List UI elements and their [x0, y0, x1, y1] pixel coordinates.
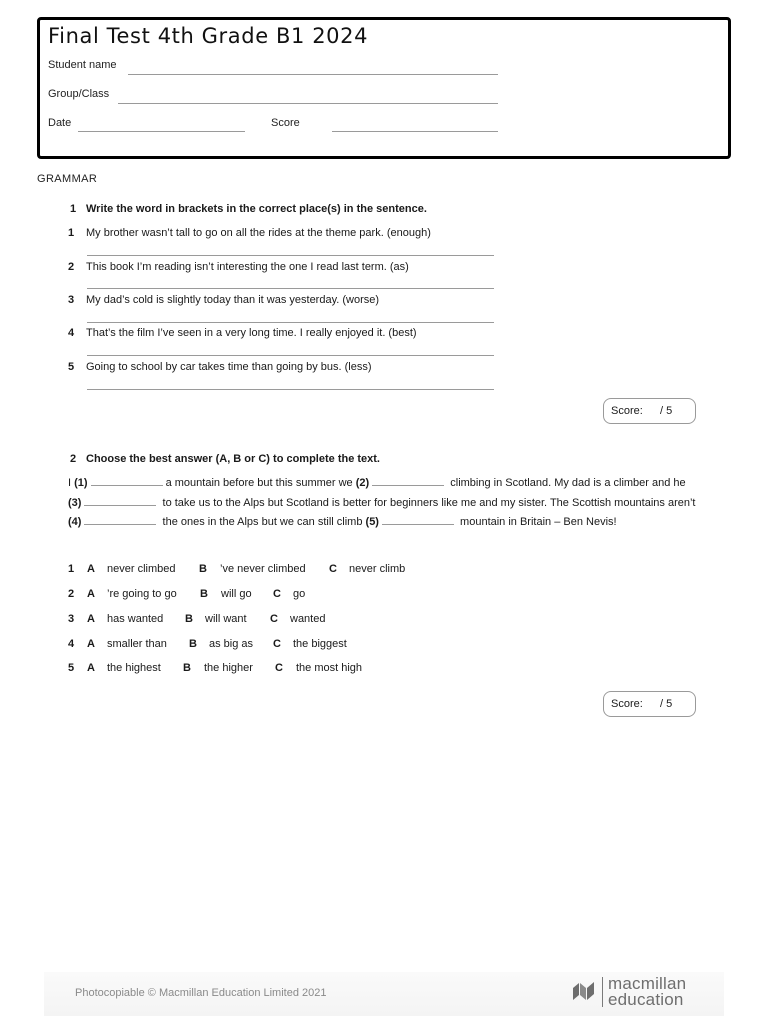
- option-letter-a: A: [87, 662, 95, 674]
- instruction-text: Choose the best answer (A, B or C) to complete the text.: [86, 453, 380, 465]
- gap-blank[interactable]: [372, 476, 444, 486]
- option-a[interactable]: smaller than: [107, 638, 167, 650]
- option-a[interactable]: ’re going to go: [107, 588, 177, 600]
- option-letter-b: B: [185, 613, 193, 625]
- option-letter-a: A: [87, 613, 95, 625]
- option-b[interactable]: the higher: [204, 662, 253, 674]
- passage-text: to take us to the Alps but Scotland is better for beginners like me and my sister. The Scottish mountains aren’t: [162, 496, 696, 509]
- gap-number: (3): [68, 496, 82, 509]
- gap-blank[interactable]: [91, 476, 163, 486]
- passage-text: the ones in the Alps but we can still climb: [162, 516, 363, 529]
- option-c[interactable]: the most high: [296, 662, 363, 674]
- gap-blank[interactable]: [382, 515, 454, 525]
- answer-line[interactable]: [87, 355, 494, 356]
- group-class-label: Group/Class: [48, 88, 110, 100]
- option-letter-a: A: [87, 563, 95, 575]
- option-letter-b: B: [200, 588, 208, 600]
- option-row-number: 1: [68, 563, 75, 575]
- answer-line[interactable]: [87, 322, 494, 323]
- copyright-notice: Photocopiable © Macmillan Education Limited 2021: [75, 987, 327, 999]
- option-letter-a: A: [87, 588, 95, 600]
- option-letter-b: B: [199, 563, 207, 575]
- option-letter-b: B: [183, 662, 191, 674]
- student-name-label: Student name: [48, 59, 117, 71]
- gap-blank[interactable]: [84, 515, 156, 525]
- date-field[interactable]: [78, 131, 245, 132]
- option-a[interactable]: the highest: [107, 662, 161, 674]
- option-c[interactable]: wanted: [290, 613, 326, 625]
- option-row-number: 5: [68, 662, 75, 674]
- option-letter-c: C: [329, 563, 337, 575]
- answer-line[interactable]: [87, 288, 494, 289]
- score-label: Score: [271, 117, 300, 129]
- option-b[interactable]: ’ve never climbed: [220, 563, 306, 575]
- gap-number: (1): [74, 477, 88, 489]
- logo-divider: [602, 977, 603, 1007]
- exercise-number: 1: [70, 203, 77, 215]
- option-row-number: 2: [68, 588, 75, 600]
- question-number: 4: [68, 327, 75, 339]
- option-c[interactable]: the biggest: [293, 638, 347, 650]
- option-letter-a: A: [87, 638, 95, 650]
- option-letter-c: C: [275, 662, 283, 674]
- question-number: 1: [68, 227, 75, 239]
- option-a[interactable]: never climbed: [107, 563, 176, 575]
- score-total: / 5: [660, 405, 673, 417]
- option-c[interactable]: go: [293, 588, 306, 600]
- score-total: / 5: [660, 698, 673, 710]
- section-heading: GRAMMAR: [37, 173, 98, 185]
- option-row-number: 3: [68, 613, 75, 625]
- option-letter-c: C: [270, 613, 278, 625]
- passage-text: a mountain before but this summer we: [165, 477, 353, 489]
- option-letter-c: C: [273, 638, 281, 650]
- exercise1-score-box[interactable]: [603, 398, 696, 424]
- option-a[interactable]: has wanted: [107, 613, 164, 625]
- passage-text: mountain in Britain – Ben Nevis!: [460, 516, 617, 529]
- question-text: My dad’s cold is slightly today than it was yesterday. (worse): [86, 294, 380, 306]
- question-text: This book I’m reading isn’t interesting the one I read last term. (as): [86, 261, 409, 273]
- option-b[interactable]: as big as: [209, 638, 254, 650]
- gap-fill-passage: [68, 474, 700, 533]
- student-name-field[interactable]: [128, 74, 498, 75]
- logo-word-macmillan: macmillan: [608, 974, 687, 993]
- question-text: My brother wasn’t tall to go on all the rides at the theme park. (enough): [86, 227, 431, 239]
- passage-text: climbing in Scotland. My dad is a climber and he: [450, 477, 686, 489]
- passage-text: I: [68, 477, 72, 489]
- exercise2-score-box[interactable]: [603, 691, 696, 717]
- option-c[interactable]: never climb: [349, 563, 406, 575]
- option-letter-c: C: [273, 588, 281, 600]
- exercise1-instruction: [70, 203, 427, 215]
- option-letter-b: B: [189, 638, 197, 650]
- date-label: Date: [48, 117, 72, 129]
- answer-line[interactable]: [87, 389, 494, 390]
- exercise2-instruction: [70, 453, 380, 465]
- answer-line[interactable]: [87, 255, 494, 256]
- score-label: Score:: [611, 698, 643, 710]
- question-number: 5: [68, 361, 75, 373]
- instruction-text: Write the word in brackets in the correct place(s) in the sentence.: [86, 203, 427, 215]
- macmillan-logo: [572, 975, 702, 1011]
- header-box: [37, 17, 731, 159]
- macmillan-glyph-icon: [572, 979, 596, 1001]
- option-row-number: 4: [68, 638, 75, 650]
- exercise-number: 2: [70, 453, 77, 465]
- question-text: That’s the film I’ve seen in a very long time. I really enjoyed it. (best): [86, 327, 417, 339]
- logo-word-education: education: [608, 990, 684, 1009]
- gap-number: (2): [355, 477, 370, 489]
- score-field[interactable]: [332, 131, 498, 132]
- gap-number: (5): [365, 516, 379, 529]
- page-title: Final Test 4th Grade B1 2024: [48, 24, 369, 48]
- option-b[interactable]: will want: [205, 613, 247, 625]
- gap-number: (4): [68, 516, 82, 529]
- question-text: Going to school by car takes time than going by bus. (less): [86, 361, 372, 373]
- group-class-field[interactable]: [118, 103, 498, 104]
- option-b[interactable]: will go: [221, 588, 252, 600]
- gap-blank[interactable]: [84, 496, 156, 506]
- question-number: 2: [68, 261, 75, 273]
- question-number: 3: [68, 294, 75, 306]
- score-label: Score:: [611, 405, 643, 417]
